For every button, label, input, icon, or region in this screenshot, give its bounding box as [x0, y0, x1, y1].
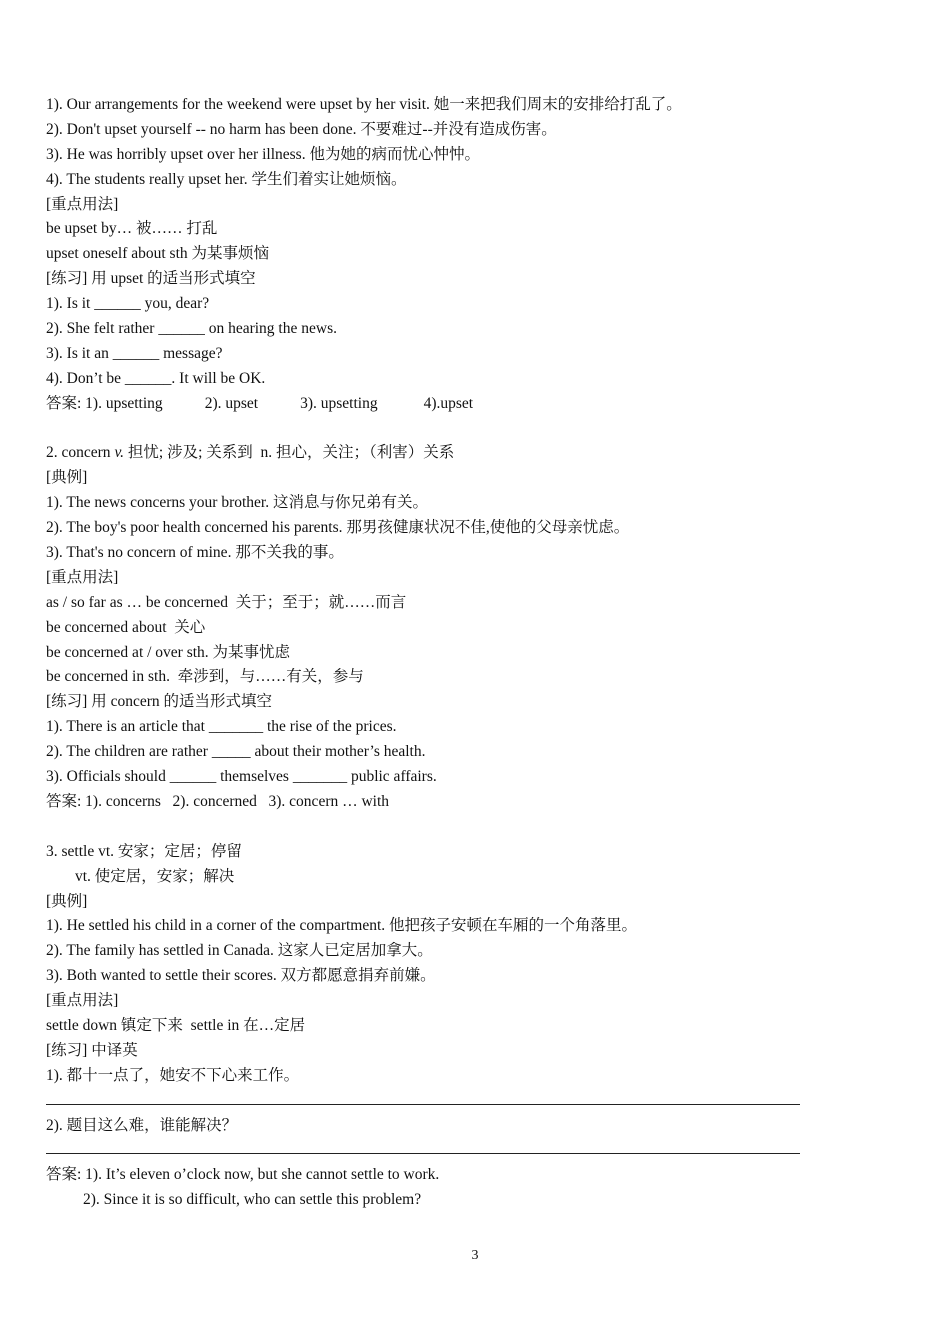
example-heading: [典例]	[46, 469, 88, 487]
section-heading: 3. settle vt. 安家；定居；停留	[46, 842, 242, 860]
usage-line: upset oneself about sth 为某事烦恼	[46, 245, 270, 263]
practice-heading: [练习] 用 concern 的适当形式填空	[46, 693, 272, 711]
example-line: 1). The news concerns your brother. 这消息与你兄弟有关。	[46, 494, 428, 512]
answer-line	[46, 392, 906, 417]
example-heading: [典例]	[46, 892, 88, 910]
practice-line: 3). Is it an ______ message?	[46, 344, 223, 362]
answer-line: 答案: 1). concerns 2). concerned 3). concern … with	[46, 792, 390, 810]
example-line: 3). That's no concern of mine. 那不关我的事。	[46, 544, 344, 562]
usage-line: be upset by… 被…… 打乱	[46, 220, 218, 238]
example-line: 4). The students really upset her. 学生们着实让她烦恼。	[46, 170, 407, 188]
usage-heading: [重点用法]	[46, 195, 119, 213]
page-number: 3	[471, 1248, 479, 1263]
practice-line: 2). 题目这么难，谁能解决？	[46, 1116, 238, 1134]
usage-line: be concerned in sth. 牵涉到，与……有关，参与	[46, 668, 364, 686]
answer-item: 4).upset	[423, 394, 474, 412]
answer-label: 答案: 1). upsetting	[46, 394, 163, 412]
usage-line: be concerned at / over sth. 为某事忧虑	[46, 643, 291, 661]
spacer	[46, 417, 906, 442]
practice-line: 1). 都十一点了，她安不下心来工作。	[46, 1066, 300, 1084]
answer-blank-rule	[46, 1089, 906, 1114]
practice-heading: [练习] 用 upset 的适当形式填空	[46, 270, 256, 288]
example-line: 2). Don't upset yourself -- no harm has been done. 不要难过--并没有造成伤害。	[46, 120, 557, 138]
practice-line: 2). She felt rather ______ on hearing the news.	[46, 320, 337, 338]
practice-line: 1). Is it ______ you, dear?	[46, 295, 210, 313]
example-line: 2). The boy's poor health concerned his parents. 那男孩健康状况不佳,使他的父母亲忧虑。	[46, 519, 630, 537]
usage-heading: [重点用法]	[46, 992, 119, 1010]
practice-heading: [练习] 中译英	[46, 1041, 138, 1059]
example-line: 3). Both wanted to settle their scores. 双方都愿意捐弃前嫌。	[46, 967, 436, 985]
answer-line: 2). Since it is so difficult, who can settle this problem?	[83, 1191, 422, 1209]
usage-line: settle down 镇定下来 settle in 在…定居	[46, 1016, 306, 1034]
answer-item: 3). upsetting	[300, 394, 378, 412]
example-line: 1). Our arrangements for the weekend were upset by her visit. 她一来把我们周末的安排给打乱了。	[46, 96, 682, 113]
answer-blank-rule	[46, 1138, 906, 1163]
example-line: 2). The family has settled in Canada. 这家人已定居加拿大。	[46, 942, 433, 960]
spacer	[46, 815, 906, 840]
answer-line: 答案: 1). It’s eleven o’clock now, but she cannot settle to work.	[46, 1166, 440, 1184]
heading-word: 2. concern	[46, 444, 115, 462]
section-heading	[46, 441, 906, 466]
practice-line: 4). Don’t be ______. It will be OK.	[46, 369, 266, 387]
document-body	[46, 93, 906, 1213]
example-line: 3). He was horribly upset over her illness. 他为她的病而忧心忡忡。	[46, 145, 480, 163]
part-of-speech: v.	[114, 444, 125, 462]
usage-heading: [重点用法]	[46, 568, 119, 586]
usage-line: be concerned about 关心	[46, 618, 206, 636]
practice-line: 3). Officials should ______ themselves _______ public affairs.	[46, 768, 437, 786]
usage-line: as / so far as … be concerned 关于；至于；就……而言	[46, 593, 407, 611]
answer-item: 2). upset	[204, 394, 259, 412]
section-heading-continued: vt. 使定居，安家；解决	[75, 867, 235, 885]
practice-line: 2). The children are rather _____ about their mother’s health.	[46, 743, 426, 761]
example-line: 1). He settled his child in a corner of the compartment. 他把孩子安顿在车厢的一个角落里。	[46, 917, 638, 935]
practice-line: 1). There is an article that _______ the rise of the prices.	[46, 718, 397, 736]
heading-meaning: 担忧; 涉及; 关系到 n. 担心，关注；（利害）关系	[124, 444, 455, 462]
